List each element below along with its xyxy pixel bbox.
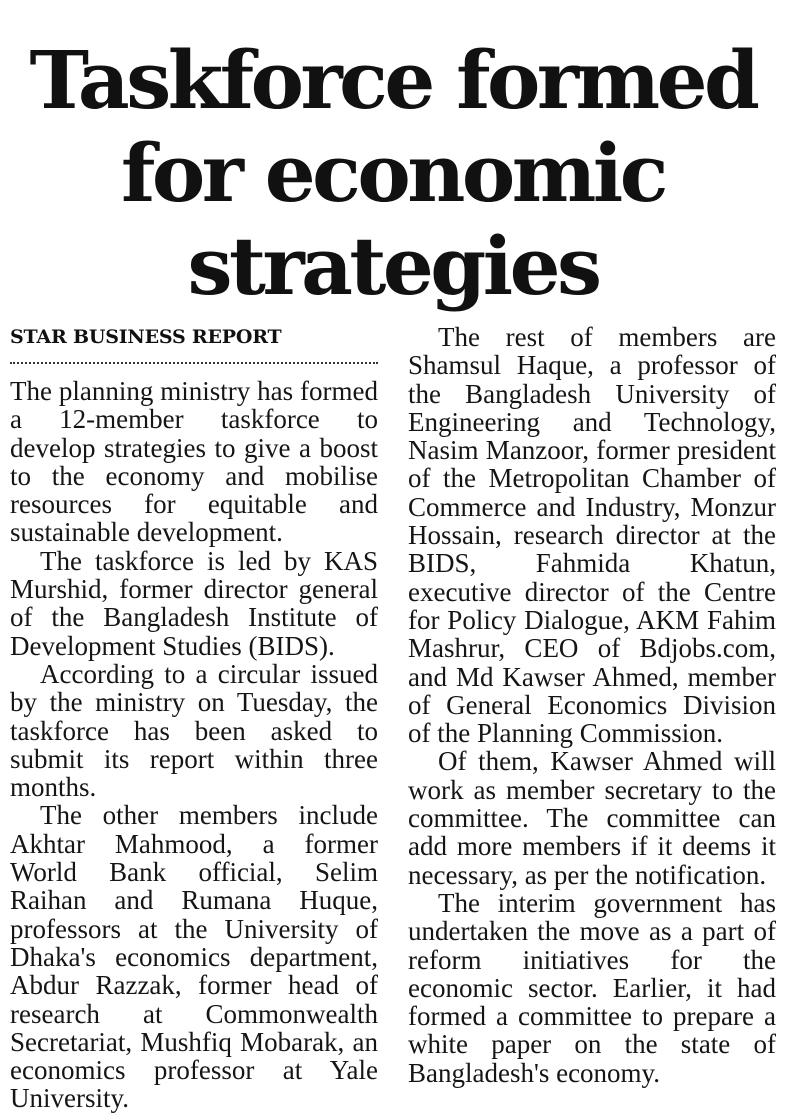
article-paragraph: The interim government has undertaken the move as a part of reform initiatives for the economic sector. Earlier, it had formed a committee to prepare a white paper on the state of Bangladesh's economy. xyxy=(408,887,776,1088)
byline-divider xyxy=(10,362,378,364)
headline xyxy=(0,34,786,313)
byline: STAR BUSINESS REPORT xyxy=(10,326,282,348)
headline-line: for economic xyxy=(120,126,665,220)
article-paragraph: Of them, Kawser Ahmed will work as member secretary to the committee. The committee can add more members if it deems it necessary, as per the notification. xyxy=(408,746,776,890)
headline-line: Taskforce formed xyxy=(29,33,757,127)
article-paragraph: The other members include Akhtar Mahmood, a former World Bank official, Selim Raihan and Rumana Huque, professors at the University of Dhaka's economics department, Abdur Razzak, former head of research at Commonwealth Secretariat, Mushfiq Mobarak, an economics professor at Yale University. xyxy=(10,800,378,1113)
article-paragraph: The rest of members are Shamsul Haque, a professor of the Bangladesh University of Engineering and Technology, Nasim Manzoor, former president of the Metropolitan Chamber of Commerce and Industry, Monzur Hossain, research director at the BIDS, Fahmida Khatun, executive director of the Centre for Policy Dialogue, AKM Fahim Mashrur, CEO of Bdjobs.com, and Md Kawser Ahmed, member of General Economics Division of the Planning Commission. xyxy=(408,322,776,749)
article-paragraph: The taskforce is led by KAS Murshid, former director general of the Bangladesh Institute of Development Studies (BIDS). xyxy=(10,545,378,661)
article-column-right xyxy=(408,323,776,1087)
headline-line: strategies xyxy=(187,219,599,313)
article-column-left xyxy=(10,323,378,1113)
article-paragraph: According to a circular issued by the ministry on Tuesday, the taskforce has been asked to submit its report within three months. xyxy=(10,658,378,803)
article-paragraph: The planning ministry has formed a 12-member taskforce to develop strategies to give a boost to the economy and mobilise resources for equitable and sustainable development. xyxy=(10,376,378,548)
